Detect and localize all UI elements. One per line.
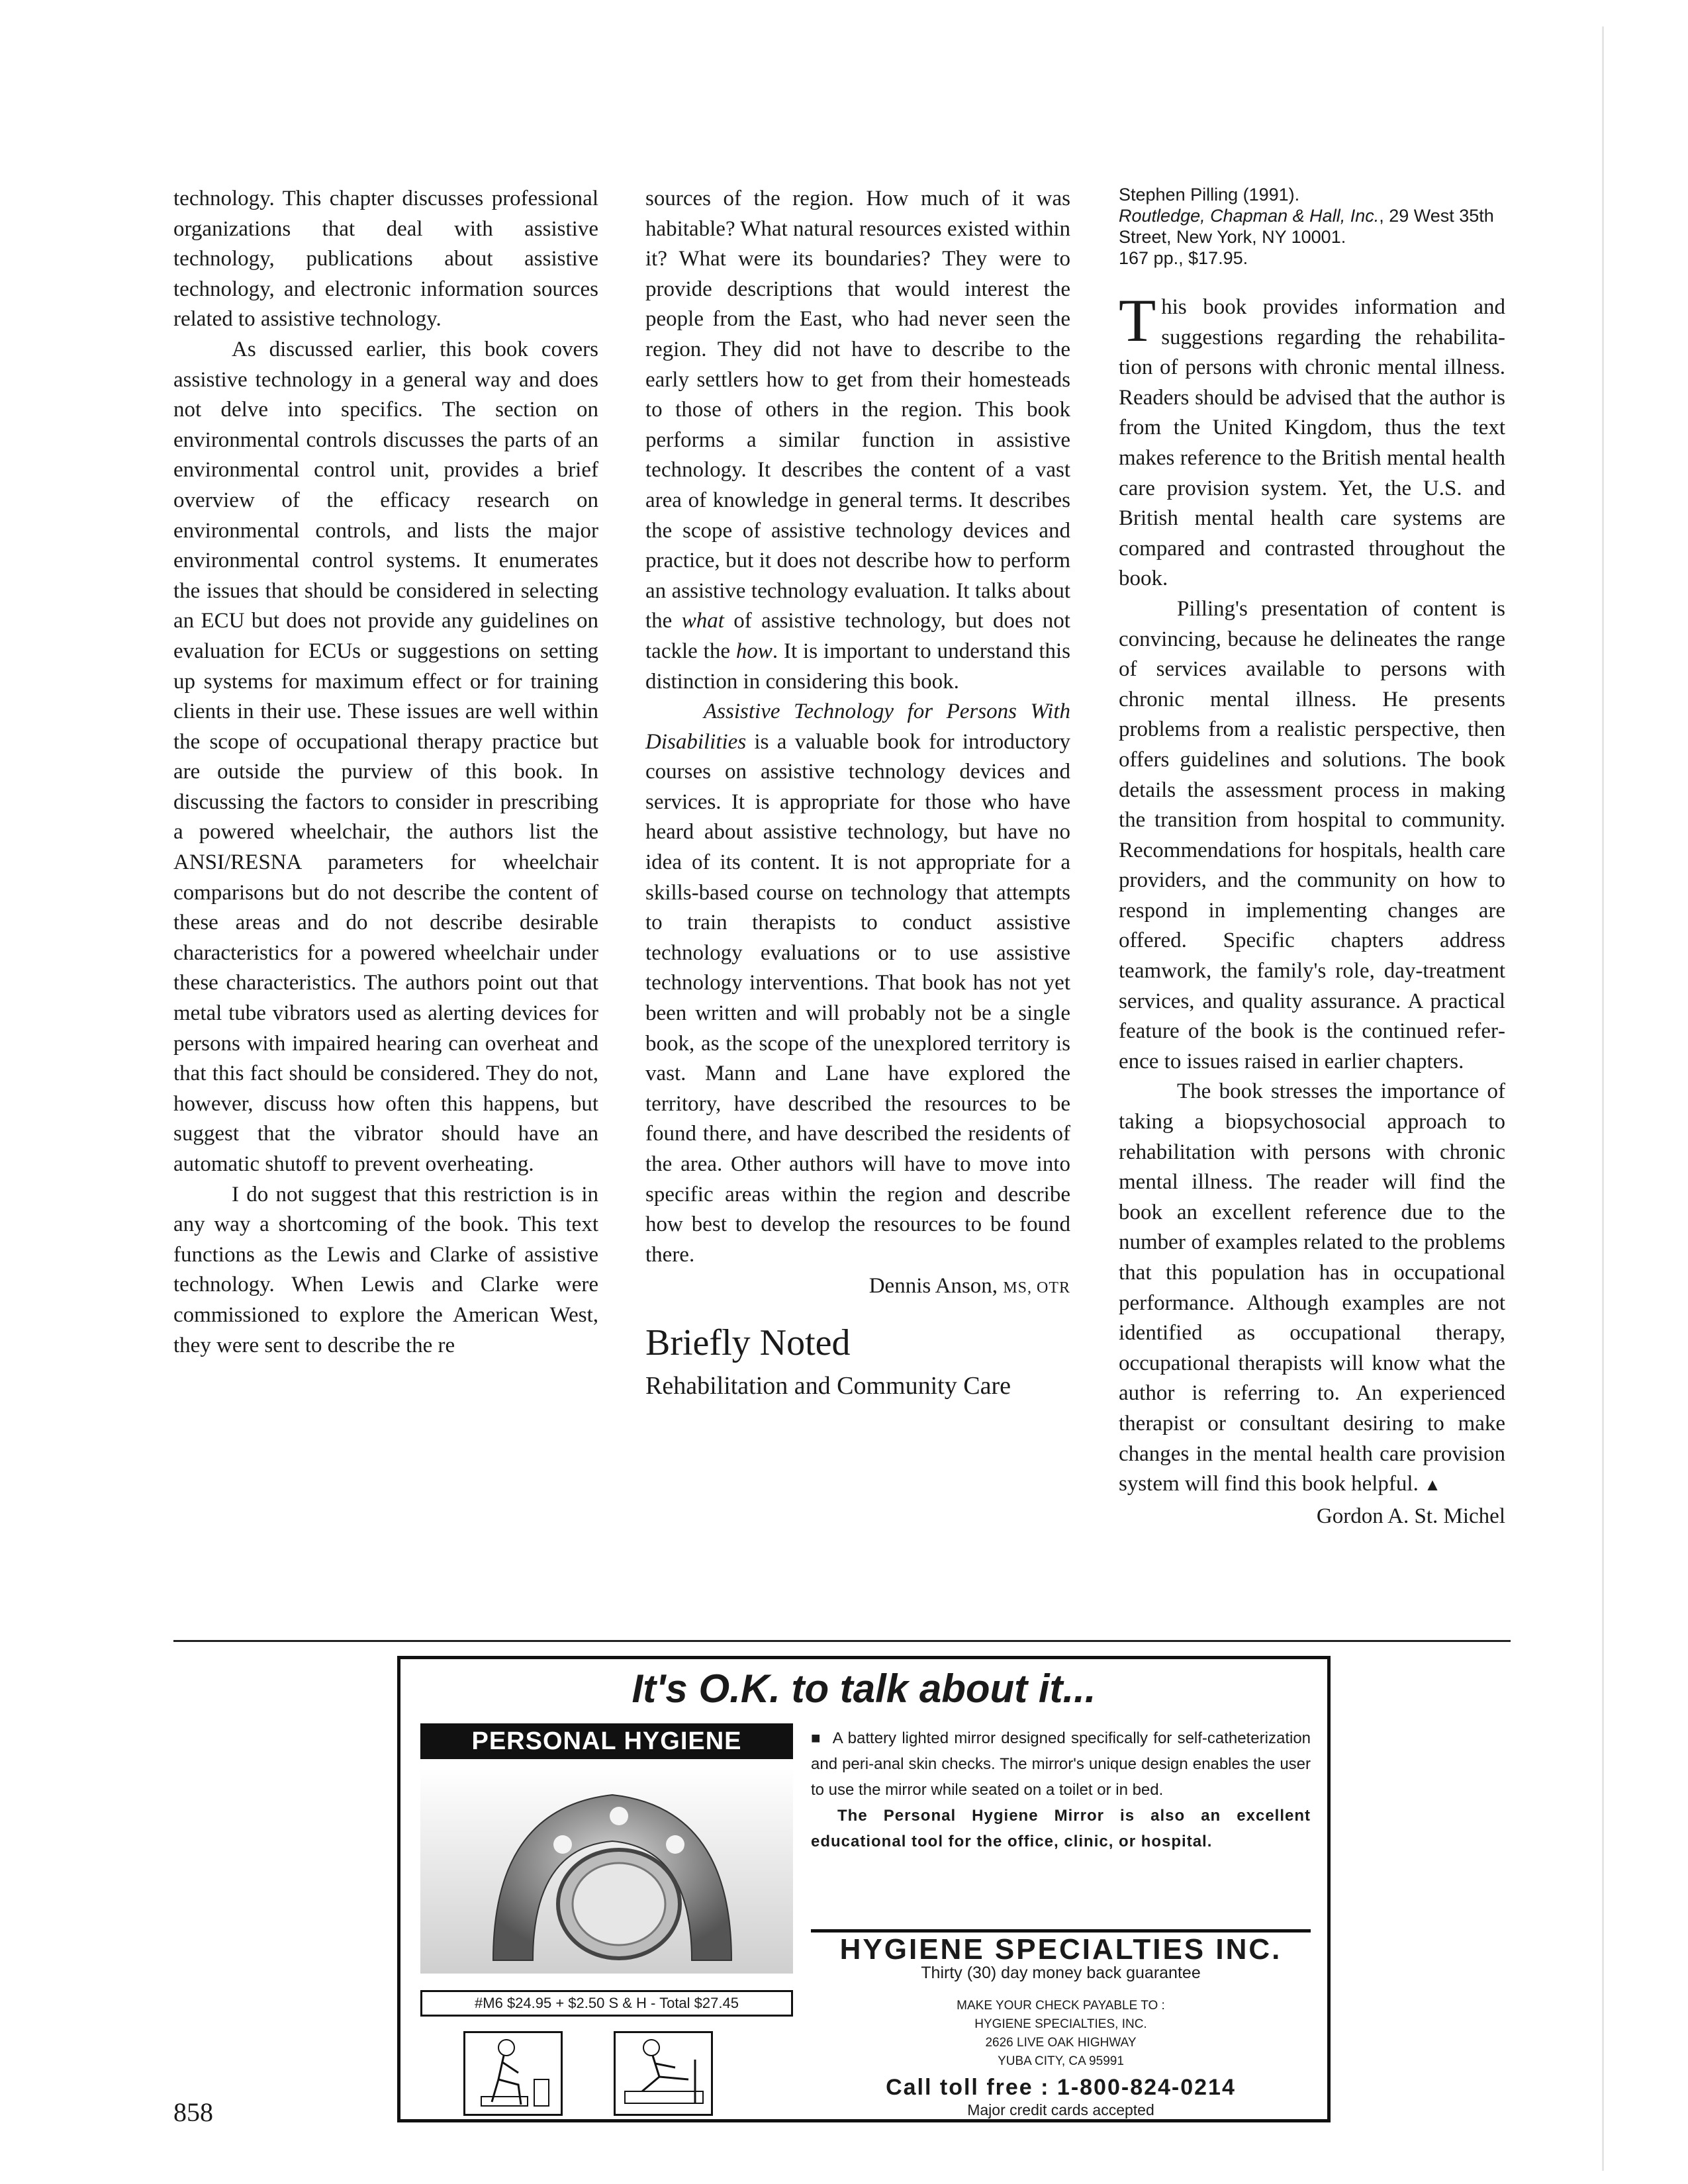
col1-paragraph-1: technology. This chapter discusses professional organizations that deal with assistive technology, publications about assistive technology, and electronic information sources related to assistive technology. bbox=[173, 187, 598, 332]
page-number: 858 bbox=[173, 2097, 213, 2127]
col2-p1-text-a: sources of the region. How much of it was habitable? What natural resources existed within it? What were its boundaries? They were to provide descriptions that would interest the people from the East, who had never seen the region. They did not have to describe to the early settlers how to get from their homesteads to those of others in the region. This book performs a similar function in assistive technology. It describes the content of a vast area of knowledge in general terms. It describes the scope of assistive technology devices and practice, but it does not describe how to perform an assistive technology evaluation. It talks about the bbox=[645, 187, 1070, 633]
ad-mailing-address bbox=[811, 1997, 1311, 2071]
ad-headline: It's O.K. to talk about it... bbox=[632, 1666, 1096, 1711]
reclining-person-icon bbox=[616, 2033, 711, 2114]
ad-phone-number: Call toll free : 1-800-824-0214 bbox=[886, 2075, 1236, 2100]
ad-description-main bbox=[811, 1725, 1311, 1803]
ad-divider bbox=[811, 1929, 1311, 1933]
column-1 bbox=[173, 184, 598, 1361]
col2-paragraph-1 bbox=[645, 184, 1070, 697]
col3-paragraph-2: Pilling's presentation of content is convincing, because he delineates the range of services available to persons with chronic mental illness. He presents problems from a realistic perspective, then offers guidelines and solutions. The book details the assessment process in making the transition from hospital to community. Recommendations for hospitals, health care providers, and the community on how to respond in implementing changes are offered. Specific chapters address teamwork, the family's role, day-treatment services, and quality assurance. A practical feature of the book is the continued reference to issues raised in earlier chapters. bbox=[1119, 596, 1505, 1073]
col3-p3-text: The book stresses the importance of taking a biopsychosocial approach to rehabilitation with persons with chronic mental illness. The reader will find the book an excellent reference due to the number of examples related to the problems that this population has in occupational performance. Although examples are not identified as occupational therapy, occupational therapists will know what the author is referring to. An experienced therapist or consultant desiring to make changes in the mental health care provision system will find this book helpful. bbox=[1119, 1079, 1505, 1496]
toilet-use-figure bbox=[463, 2031, 563, 2116]
ad-company-name: HYGIENE SPECIALTIES INC. bbox=[839, 1933, 1282, 1966]
citation-pages: 167 pp., $17.95. bbox=[1119, 248, 1248, 268]
book-citation bbox=[1119, 184, 1505, 269]
col3-paragraph-3 bbox=[1119, 1077, 1505, 1500]
drop-cap: T bbox=[1119, 287, 1156, 354]
signature-credentials: MS, OTR bbox=[1003, 1279, 1070, 1297]
col2-p1-text-b: of assistive technology, but does not tackle the bbox=[645, 609, 1070, 663]
mirror-photo bbox=[420, 1768, 793, 1974]
reviewed-book-title: Assistive Technology for Persons With Disabilities bbox=[645, 700, 1070, 754]
address-line: MAKE YOUR CHECK PAYABLE TO : bbox=[957, 1999, 1165, 2013]
section-divider bbox=[173, 1640, 1511, 1642]
briefly-noted-heading: Briefly Noted bbox=[645, 1322, 851, 1363]
advertisement bbox=[397, 1656, 1331, 2122]
ad-description bbox=[811, 1725, 1311, 1854]
address-line: 2626 LIVE OAK HIGHWAY bbox=[985, 2036, 1137, 2050]
ad-product-banner: PERSONAL HYGIENE bbox=[420, 1723, 793, 1759]
col1-paragraph-3: I do not suggest that this restriction is in any way a shortcoming of the book. This text functions as the Lewis and Clarke of assistive technology. When Lewis and Clarke were commissioned to explore the American West, they were sent to describe the re bbox=[173, 1182, 598, 1357]
citation-publisher: Routledge, Chapman & Hall, Inc. bbox=[1119, 206, 1380, 226]
seated-person-icon bbox=[465, 2033, 561, 2114]
col2-how-emphasis: how bbox=[735, 639, 773, 663]
col2-p1-text-c: . It is important to understand this distinction in considering this book. bbox=[645, 639, 1071, 694]
col3-paragraph-1 bbox=[1119, 287, 1505, 594]
citation-address: , 29 West 35th Street, New York, NY 10001. bbox=[1119, 206, 1494, 247]
column-2 bbox=[645, 184, 1070, 1400]
page-edge-shadow bbox=[1602, 26, 1604, 2171]
column-3 bbox=[1119, 184, 1505, 1531]
ad-credit-cards: Major credit cards accepted bbox=[967, 2101, 1154, 2118]
ad-description-bold: The Personal Hygiene Mirror is also an excellent educational tool for the office, clinic, or hospital. bbox=[811, 1807, 1311, 1850]
ad-guarantee: Thirty (30) day money back guarantee bbox=[921, 1964, 1201, 1982]
review-signature-2: Gordon A. St. Michel bbox=[1316, 1504, 1505, 1528]
col2-what-emphasis: what bbox=[681, 609, 724, 633]
end-mark-icon: ▲ bbox=[1424, 1475, 1441, 1495]
bed-use-figure bbox=[614, 2031, 713, 2116]
address-line: HYGIENE SPECIALTIES, INC. bbox=[974, 2017, 1147, 2031]
citation-author: Stephen Pilling (1991). bbox=[1119, 185, 1300, 205]
review-signature-1 bbox=[645, 1271, 1070, 1304]
citation-publisher-line bbox=[1119, 205, 1505, 248]
book-title-heading: Rehabilitation and Community Care bbox=[645, 1371, 1011, 1400]
bullet-icon: ■ bbox=[811, 1729, 822, 1747]
col1-paragraph-2: As discussed earlier, this book covers assistive technology in a general way and does not delve into specifics. The section on environmental controls discusses the parts of an environmental control unit, provides a brief overview of the efficacy research on environmental controls, and lists the major environmental control systems. It enumerates the issues that should be considered in selecting an ECU but does not provide any guidelines on evaluation for ECUs or suggestions on setting up systems for maximum effect or for training clients in their use. These issues are well within the scope of occupational therapy practice but are outside the purview of this book. In discussing the factors to consider in prescribing a powered wheelchair, the authors list the ANSI/RESNA parameters for wheelchair comparisons but do not describe the content of these areas and do not describe desirable characteristics for a powered wheelchair under these characteristics. The authors point out that metal tube vibrators used as alerting devices for persons with impaired hearing can overheat and that this fact should be considered. They do not, however, discuss how often this happens, but suggest that the vibrator should have an automatic shutoff to prevent overheating. bbox=[173, 337, 598, 1176]
address-line: YUBA CITY, CA 95991 bbox=[998, 2054, 1124, 2068]
mirror-illustration-icon bbox=[420, 1768, 793, 1974]
col2-paragraph-2 bbox=[645, 697, 1070, 1270]
col3-p1-text: his book provides information and suggestions regarding the rehabilitation of persons with chronic mental illness. Readers should be advised that the author is from the United Kingdom, thus the text makes reference to the British mental health care provision system. Yet, the U.S. and British mental health care systems are compared and contrasted throughout the book. bbox=[1119, 295, 1505, 591]
signature-name: Dennis Anson, bbox=[868, 1274, 1004, 1298]
ad-description-text: A battery lighted mirror designed specifically for self-catheterization and peri-anal skin checks. The mirror's unique design enables the user to use the mirror while seated on a toilet or in bed. bbox=[811, 1729, 1311, 1799]
col2-p2-text: is a valuable book for introductory courses on assistive technology devices and services. It is appropriate for those who have heard about assistive technology, but have no idea of its content. It is not appropriate for a skills-based course on technology that attempts to train therapists to conduct assistive technology evaluations or to use assistive technology interventions. That book has not yet been written and will probably not be a single book, as the scope of the unexplored territory is vast. Mann and Lane have explored the territory, have described the resources to be found there, and have described the residents of the area. Other authors will have to move into specific areas within the region and describe how best to develop the resources to be found there. bbox=[645, 729, 1070, 1267]
ad-price-box: #M6 $24.95 + $2.50 S & H - Total $27.45 bbox=[420, 1990, 793, 2017]
